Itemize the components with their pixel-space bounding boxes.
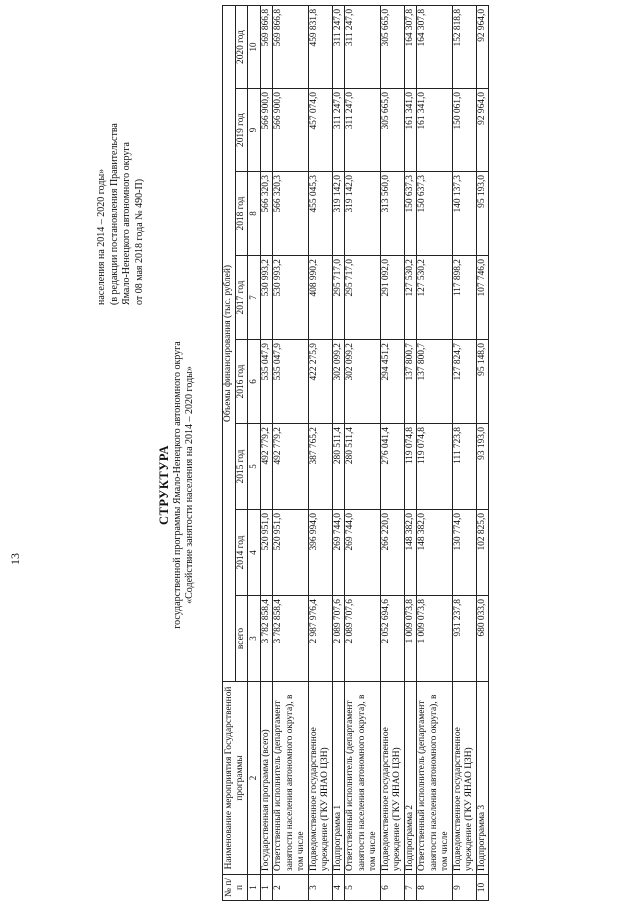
cell-year-value: 150 061,0 [452, 89, 476, 172]
column-number: 2 [248, 682, 261, 875]
column-number: 1 [248, 875, 261, 901]
cell-year-value: 294 451,2 [380, 340, 404, 424]
cell-year-value: 119 074,8 [417, 424, 453, 510]
row-number: 9 [452, 875, 476, 901]
appendix-note [96, 45, 146, 305]
cell-year-value: 119 074,8 [404, 424, 417, 510]
cell-year-value: 164 307,8 [417, 5, 453, 88]
column-number: 4 [248, 510, 261, 596]
column-header-name: Наименование мероприятия Государственной программы [223, 682, 248, 875]
cell-year-value: 137 800,7 [417, 340, 453, 424]
cell-year-value: 535 047,9 [260, 340, 273, 424]
row-name: Ответственный исполнитель (департамент занятости населения автономного округа), в том числе [273, 682, 309, 875]
cell-year-value: 111 723,8 [452, 424, 476, 510]
table-body [260, 5, 489, 900]
column-number-row [248, 5, 261, 900]
cell-year-value: 311 247,0 [332, 5, 345, 88]
cell-year-value: 530 993,2 [260, 256, 273, 340]
cell-year-value: 148 382,0 [417, 510, 453, 596]
cell-year-value: 302 099,2 [345, 340, 381, 424]
cell-year-value: 127 824,7 [452, 340, 476, 424]
program-name: «Содействие занятости населения на 2014 – 2020 годы» [184, 366, 195, 604]
table-row [345, 5, 381, 900]
cell-year-value: 319 142,0 [345, 172, 381, 256]
appendix-line: Ямало-Ненецкого автономного округа [121, 142, 132, 305]
table-row [404, 5, 417, 900]
column-header-year: 2016 год [235, 340, 248, 424]
cell-year-value: 455 045,3 [308, 172, 332, 256]
cell-year-value: 93 193,0 [476, 424, 489, 510]
row-name: Ответственный исполнитель (департамент занятости населения автономного округа), в том числе [345, 682, 381, 875]
cell-year-value: 92 964,0 [476, 5, 489, 88]
cell-year-value: 276 041,4 [380, 424, 404, 510]
cell-year-value: 295 717,0 [345, 256, 381, 340]
cell-year-value: 295 717,0 [332, 256, 345, 340]
row-number: 7 [404, 875, 417, 901]
cell-year-value: 566 900,0 [260, 89, 273, 172]
row-number: 1 [260, 875, 273, 901]
cell-year-value: 492 779,2 [260, 424, 273, 510]
cell-year-value: 150 637,3 [417, 172, 453, 256]
row-name: Подведомственное государственное учреждение (ГКУ ЯНАО ЦЗН) [380, 682, 404, 875]
page-number: 13 [8, 553, 22, 565]
document-title-block [156, 225, 196, 745]
row-name: Государственная программа (всего) [260, 682, 273, 875]
cell-year-value: 269 744,0 [332, 510, 345, 596]
cell-year-value: 422 275,9 [308, 340, 332, 424]
table-row [273, 5, 309, 900]
cell-year-value: 137 800,7 [404, 340, 417, 424]
cell-total: 931 237,8 [452, 596, 476, 682]
cell-year-value: 164 307,8 [404, 5, 417, 88]
cell-year-value: 569 866,8 [260, 5, 273, 88]
cell-year-value: 266 220,0 [380, 510, 404, 596]
row-name: Подпрограмма 3 [476, 682, 489, 875]
cell-total: 3 782 858,4 [273, 596, 309, 682]
column-header-year: 2017 год [235, 256, 248, 340]
appendix-line: (в редакции постановления Правительства [108, 123, 120, 305]
document-title: СТРУКТУРА [157, 445, 171, 526]
column-header-year: всего [235, 596, 248, 682]
cell-year-value: 280 511,4 [332, 424, 345, 510]
table-row [332, 5, 345, 900]
column-number: 6 [248, 340, 261, 424]
cell-year-value: 95 148,0 [476, 340, 489, 424]
column-number: 10 [248, 5, 261, 88]
table-row [308, 5, 332, 900]
cell-year-value: 127 530,2 [404, 256, 417, 340]
cell-year-value: 566 320,3 [260, 172, 273, 256]
cell-year-value: 130 774,0 [452, 510, 476, 596]
cell-year-value: 313 560,0 [380, 172, 404, 256]
column-header-year: 2014 год [235, 510, 248, 596]
cell-total: 1 009 073,8 [417, 596, 453, 682]
cell-year-value: 520 951,0 [260, 510, 273, 596]
cell-year-value: 387 765,2 [308, 424, 332, 510]
column-number: 3 [248, 596, 261, 682]
column-number: 8 [248, 172, 261, 256]
cell-total: 1 009 073,8 [404, 596, 417, 682]
row-number: 5 [345, 875, 381, 901]
cell-year-value: 311 247,0 [332, 89, 345, 172]
cell-year-value: 459 831,8 [308, 5, 332, 88]
cell-year-value: 535 047,9 [273, 340, 309, 424]
row-name: Ответственный исполнитель (департамент занятости населения автономного округа), в том числе [417, 682, 453, 875]
row-number: 3 [308, 875, 332, 901]
cell-year-value: 150 637,3 [404, 172, 417, 256]
cell-year-value: 302 099,2 [332, 340, 345, 424]
cell-year-value: 102 825,0 [476, 510, 489, 596]
table-row [380, 5, 404, 900]
cell-year-value: 492 779,2 [273, 424, 309, 510]
column-number: 7 [248, 256, 261, 340]
cell-year-value: 457 074,0 [308, 89, 332, 172]
cell-year-value: 280 511,4 [345, 424, 381, 510]
row-number: 6 [380, 875, 404, 901]
document-subtitle: государственной программы Ямало-Ненецкого автономного округа [172, 341, 183, 629]
funding-table [222, 5, 489, 901]
table-row [417, 5, 453, 900]
cell-year-value: 161 341,0 [417, 89, 453, 172]
cell-year-value: 95 193,0 [476, 172, 489, 256]
column-header-year: 2018 год [235, 172, 248, 256]
cell-year-value: 566 900,0 [273, 89, 309, 172]
cell-year-value: 311 247,0 [345, 5, 381, 88]
row-name: Подведомственное государственное учреждение (ГКУ ЯНАО ЦЗН) [452, 682, 476, 875]
cell-year-value: 569 866,8 [273, 5, 309, 88]
row-number: 4 [332, 875, 345, 901]
row-number: 10 [476, 875, 489, 901]
column-header-funding: Объемы финансирования (тыс. рублей) [223, 5, 236, 681]
cell-year-value: 161 341,0 [404, 89, 417, 172]
cell-total: 3 782 858,4 [260, 596, 273, 682]
cell-year-value: 140 137,3 [452, 172, 476, 256]
appendix-line: от 08 мая 2018 года № 490-П) [133, 178, 145, 305]
cell-year-value: 152 818,8 [452, 5, 476, 88]
cell-year-value: 311 247,0 [345, 89, 381, 172]
table-row [476, 5, 489, 900]
column-number: 5 [248, 424, 261, 510]
row-number: 2 [273, 875, 309, 901]
cell-year-value: 566 320,3 [273, 172, 309, 256]
cell-year-value: 92 964,0 [476, 89, 489, 172]
column-header-no: № п/п [223, 875, 248, 901]
table-row [260, 5, 273, 900]
cell-year-value: 305 665,0 [380, 89, 404, 172]
row-name: Подпрограмма 1 [332, 682, 345, 875]
table-row [452, 5, 476, 900]
cell-year-value: 530 993,2 [273, 256, 309, 340]
cell-total: 2 987 976,4 [308, 596, 332, 682]
table-header-row [223, 5, 236, 900]
column-header-year: 2020 год [235, 5, 248, 88]
column-number: 9 [248, 89, 261, 172]
cell-year-value: 396 994,0 [308, 510, 332, 596]
cell-year-value: 520 951,0 [273, 510, 309, 596]
cell-total: 2 089 707,6 [332, 596, 345, 682]
cell-year-value: 305 665,0 [380, 5, 404, 88]
appendix-line: населения на 2014 – 2020 годы» [96, 168, 107, 305]
cell-year-value: 408 990,2 [308, 256, 332, 340]
cell-total: 2 089 707,6 [345, 596, 381, 682]
row-name: Подведомственное государственное учреждение (ГКУ ЯНАО ЦЗН) [308, 682, 332, 875]
cell-year-value: 127 530,2 [417, 256, 453, 340]
cell-year-value: 269 744,0 [345, 510, 381, 596]
column-header-year: 2019 год [235, 89, 248, 172]
cell-year-value: 148 382,0 [404, 510, 417, 596]
row-number: 8 [417, 875, 453, 901]
column-header-year: 2015 год [235, 424, 248, 510]
cell-year-value: 291 092,0 [380, 256, 404, 340]
cell-year-value: 107 746,0 [476, 256, 489, 340]
cell-total: 680 033,0 [476, 596, 489, 682]
row-name: Подпрограмма 2 [404, 682, 417, 875]
cell-year-value: 319 142,0 [332, 172, 345, 256]
cell-total: 2 052 694,6 [380, 596, 404, 682]
cell-year-value: 117 898,2 [452, 256, 476, 340]
